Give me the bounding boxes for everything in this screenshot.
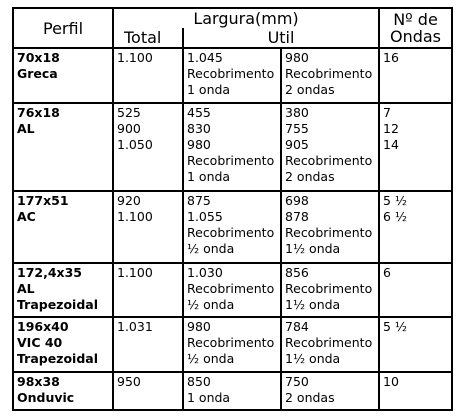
ondas-line: 5 ½	[383, 193, 408, 209]
ondas-line: 12	[383, 120, 399, 136]
util-2-cell	[281, 103, 379, 191]
util-2-line: 878	[285, 209, 309, 225]
ondas-line: 14	[383, 136, 399, 152]
util-1-line: 850	[187, 374, 211, 390]
perfil-line: AC	[17, 209, 36, 225]
ondas-line: 6	[383, 264, 391, 280]
header-largura: Largura(mm)	[113, 8, 379, 28]
util-2-line: Recobrimento	[285, 280, 373, 296]
util-2-line: 980	[285, 50, 309, 65]
table-row	[13, 103, 452, 191]
util-2-line: Recobrimento	[285, 225, 373, 241]
util-2-cell	[281, 191, 379, 263]
util-1-line: 1 onda	[187, 390, 231, 406]
ondas-cell	[379, 317, 452, 372]
util-1-line: ½ onda	[187, 296, 235, 312]
util-1-line: 980	[187, 319, 211, 335]
util-1-cell	[183, 103, 281, 191]
util-2-line: 2 ondas	[285, 168, 335, 184]
util-2-line: 1½ onda	[285, 296, 341, 312]
util-2-line: 750	[285, 374, 309, 390]
total-line: 1.100	[117, 209, 153, 225]
perfil-cell	[13, 48, 113, 103]
util-2-line: 755	[285, 120, 309, 136]
profile-width-table	[12, 7, 453, 411]
util-2-line: 784	[285, 319, 309, 335]
table-header	[13, 8, 452, 48]
total-line: 1.100	[117, 264, 153, 280]
util-1-line: 1 onda	[187, 82, 231, 97]
table-row	[13, 317, 452, 372]
ondas-line: 10	[383, 374, 399, 390]
total-cell	[113, 372, 183, 410]
header-perfil: Perfil	[13, 8, 113, 48]
perfil-cell	[13, 317, 113, 372]
total-line: 920	[117, 193, 141, 209]
util-1-cell	[183, 191, 281, 263]
total-line: 1.031	[117, 319, 153, 335]
total-cell	[113, 317, 183, 372]
util-2-line: 698	[285, 193, 309, 209]
util-1-line: Recobrimento	[187, 280, 275, 296]
perfil-line: Onduvic	[17, 390, 75, 406]
perfil-line: Trapezoidal	[17, 296, 98, 312]
perfil-cell	[13, 263, 113, 318]
perfil-line: AL	[17, 120, 35, 136]
ondas-cell	[379, 191, 452, 263]
util-2-line: 2 ondas	[285, 82, 335, 97]
perfil-line: 172,4x35	[17, 264, 82, 280]
perfil-line: 76x18	[17, 104, 60, 120]
header-util: Util	[183, 28, 379, 48]
total-cell	[113, 191, 183, 263]
total-line: 1.100	[117, 50, 153, 65]
util-1-cell	[183, 263, 281, 318]
util-1-line: 1.030	[187, 264, 223, 280]
util-2-line: 1½ onda	[285, 351, 341, 367]
perfil-cell	[13, 103, 113, 191]
util-2-line: 905	[285, 136, 309, 152]
header-ondas-line1: Nº de	[393, 10, 438, 29]
util-2-cell	[281, 48, 379, 103]
header-total: Total	[113, 28, 183, 48]
util-1-line: 875	[187, 193, 211, 209]
table-row	[13, 48, 452, 103]
util-2-line: 856	[285, 264, 309, 280]
ondas-line: 5 ½	[383, 319, 408, 335]
header-ondas-line2: Ondas	[389, 27, 442, 46]
ondas-cell	[379, 103, 452, 191]
util-2-cell	[281, 263, 379, 318]
total-cell	[113, 48, 183, 103]
table-body	[13, 48, 452, 410]
util-1-line: 455	[187, 104, 211, 120]
perfil-cell	[13, 191, 113, 263]
util-1-line: 830	[187, 120, 211, 136]
total-line: 950	[117, 374, 141, 390]
table-row	[13, 191, 452, 263]
util-1-line: ½ onda	[187, 241, 235, 257]
util-2-line: 1½ onda	[285, 241, 341, 257]
util-2-line: 2 ondas	[285, 390, 335, 406]
ondas-cell	[379, 372, 452, 410]
util-2-line: Recobrimento	[285, 335, 373, 351]
util-1-line: Recobrimento	[187, 152, 275, 168]
perfil-line: Greca	[17, 66, 58, 81]
table-row	[13, 263, 452, 318]
ondas-line: 6 ½	[383, 209, 408, 225]
util-1-line: 1 onda	[187, 168, 231, 184]
perfil-line: VIC 40	[17, 335, 63, 351]
util-1-cell	[183, 317, 281, 372]
perfil-cell	[13, 372, 113, 410]
util-1-line: Recobrimento	[187, 66, 275, 81]
total-cell	[113, 263, 183, 318]
total-line: 525	[117, 104, 141, 120]
util-2-line: Recobrimento	[285, 152, 373, 168]
util-1-line: ½ onda	[187, 351, 235, 367]
total-cell	[113, 103, 183, 191]
util-2-cell	[281, 372, 379, 410]
total-line: 1.050	[117, 136, 153, 152]
ondas-cell	[379, 263, 452, 318]
perfil-line: 98x38	[17, 374, 60, 390]
util-1-line: 980	[187, 136, 211, 152]
ondas-cell	[379, 48, 452, 103]
util-1-line: Recobrimento	[187, 335, 275, 351]
perfil-line: AL	[17, 280, 35, 296]
perfil-line: 196x40	[17, 319, 69, 335]
table-row	[13, 372, 452, 410]
header-ondas	[379, 8, 452, 48]
util-2-cell	[281, 317, 379, 372]
util-2-line: Recobrimento	[285, 66, 373, 81]
total-line: 900	[117, 120, 141, 136]
util-1-line: Recobrimento	[187, 225, 275, 241]
util-1-cell	[183, 372, 281, 410]
util-1-line: 1.045	[187, 50, 223, 65]
util-1-cell	[183, 48, 281, 103]
ondas-line: 16	[383, 50, 399, 65]
ondas-line: 7	[383, 104, 391, 120]
perfil-line: Trapezoidal	[17, 351, 98, 367]
perfil-line: 177x51	[17, 193, 69, 209]
util-1-line: 1.055	[187, 209, 223, 225]
perfil-line: 70x18	[17, 50, 60, 65]
util-2-line: 380	[285, 104, 309, 120]
